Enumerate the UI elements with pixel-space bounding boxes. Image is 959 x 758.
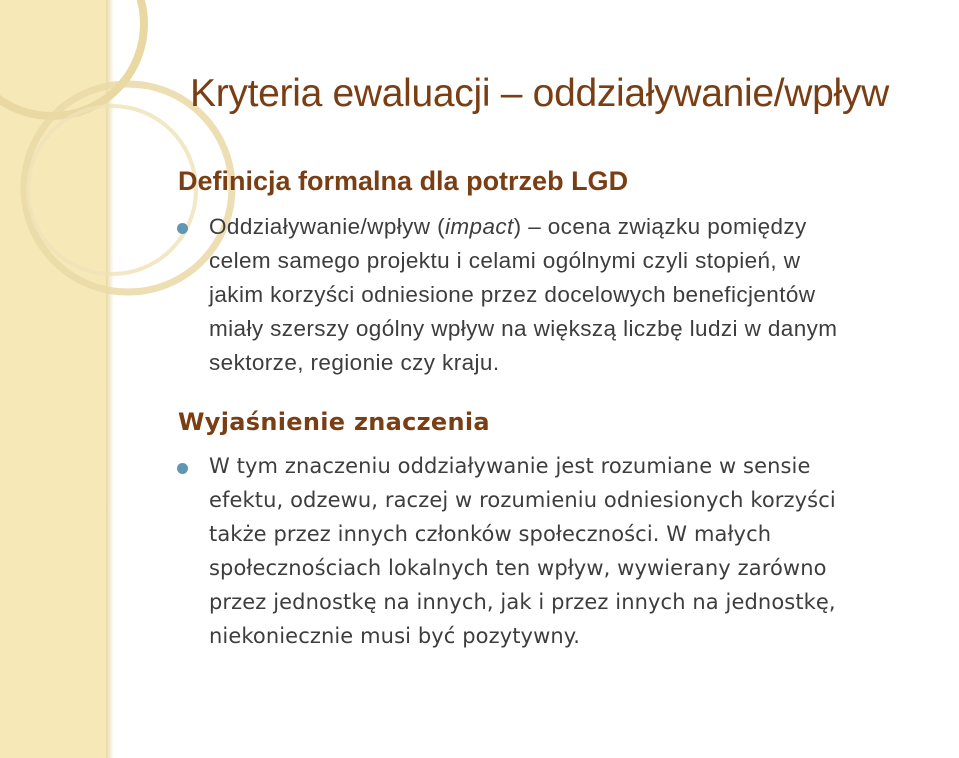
explanation-line-3: także przez innych członków społeczności. W małych — [209, 522, 772, 546]
definition-lead: Oddziaływanie/wpływ ( — [209, 214, 445, 239]
definition-line-2: celem samego projektu i celami ogólnymi czyli stopień, w — [209, 248, 801, 273]
definition-line-4: miały szerszy ogólny wpływ na większą liczbę ludzi w danym — [209, 316, 838, 341]
definition-line-5: sektorze, regionie czy kraju. — [209, 350, 500, 375]
definition-tail: ) – ocena związku pomiędzy — [513, 214, 807, 239]
explanation-line-4: społecznościach lokalnych ten wpływ, wywierany zarówno — [209, 556, 827, 580]
explanation-line-6: niekoniecznie musi być pozytywny. — [209, 624, 581, 648]
definition-line-3: jakim korzyści odniesione przez docelowych beneficjentów — [209, 282, 816, 307]
decorative-ring-inner — [28, 106, 196, 274]
decorative-circles — [0, 0, 240, 300]
definition-line-1 — [209, 210, 837, 244]
section-heading-explanation: Wyjaśnienie znaczenia — [178, 408, 490, 436]
explanation-paragraph — [209, 449, 836, 653]
definition-paragraph — [209, 210, 837, 380]
section-heading-definition: Definicja formalna dla potrzeb LGD — [178, 166, 629, 196]
bullet-icon — [177, 223, 188, 234]
explanation-line-2: efektu, odzewu, raczej w rozumieniu odniesionych korzyści — [209, 488, 836, 512]
slide-title: Kryteria ewaluacji – oddziaływanie/wpływ — [190, 72, 889, 115]
definition-emphasis: impact — [444, 214, 514, 239]
explanation-line-1: W tym znaczeniu oddziaływanie jest rozumiane w sensie — [209, 454, 811, 478]
bullet-icon — [177, 463, 188, 474]
explanation-line-5: przez jednostkę na innych, jak i przez innych na jednostkę, — [209, 590, 836, 614]
